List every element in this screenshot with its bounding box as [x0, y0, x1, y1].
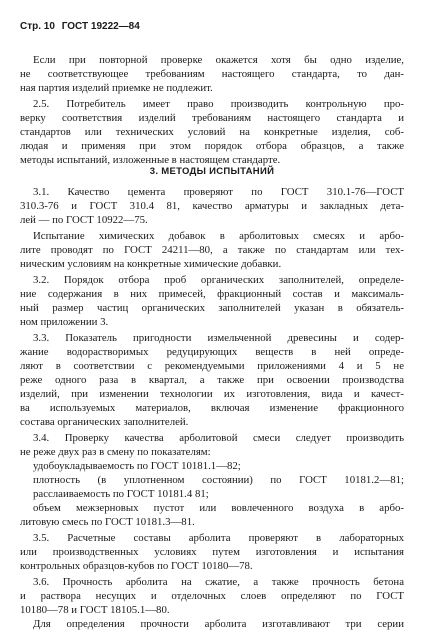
text-line: и раствора несущих и отделочных слоев определяют по ГОСТ — [20, 590, 404, 602]
section-heading: 3. МЕТОДЫ ИСПЫТАНИЙ — [149, 166, 275, 177]
text-line: 3.4. Проверку качества арболитовой смеси следует производить — [33, 432, 404, 444]
text-line: литовую смесь по ГОСТ 10181.3—81. — [20, 516, 195, 528]
text-line: изделий, при изменении технологии их изготовления, вида и качест- — [20, 388, 404, 400]
text-line: ние содержания в них примесей, фракционный состав и максималь- — [20, 288, 404, 300]
text-line: 3.6. Прочность арболита на сжатие, а также прочность бетона — [33, 576, 404, 588]
text-line: лей — по ГОСТ 10922—75. — [20, 214, 148, 226]
text-line: верку соответствия изделий требованиям настоящего стандарта и — [20, 112, 404, 124]
text-line: объем межзерновых пустот или вовлеченного воздуха в арбо- — [33, 502, 404, 514]
text-line: 10180—78 и ГОСТ 18105.1—80. — [20, 604, 170, 616]
text-line: удобоукладываемость по ГОСТ 10181.1—82; — [33, 460, 241, 472]
standard-number: ГОСТ 19222—84 — [61, 21, 140, 32]
text-line: плотность (в уплотненном состоянии) по ГОСТ 10181.2—81; — [33, 474, 404, 486]
page-number: Стр. 10 — [20, 21, 55, 32]
text-line: ном приложении 3. — [20, 316, 109, 328]
text-line: не соответствующее требованиям настоящего стандарта, то дан- — [20, 68, 404, 80]
text-line: людая и применяя при этом порядок отбора образцов, а также — [20, 140, 404, 152]
text-line: жание водорастворимых редуцирующих веществ в ней опреде- — [20, 346, 404, 358]
text-line: контрольных образцов-кубов по ГОСТ 10180—78. — [20, 560, 253, 572]
text-line: реже одного раза в квартал, а также при освоении производства — [20, 374, 404, 386]
text-line: Испытание химических добавок в арболитовых смесях и арбо- — [33, 230, 404, 242]
text-line: Для определения прочности арболита изготавливают три серии — [33, 618, 404, 630]
text-line: ный размер частиц органических заполнителей указан в обязатель- — [20, 302, 404, 314]
text-line: 310.3-76 и ГОСТ 310.4 81, качество арматуры и закладных дета- — [20, 200, 404, 212]
text-line: 3.3. Показатель пригодности измельченной древесины и содер- — [33, 332, 404, 344]
text-line: не реже двух раз в смену по показателям: — [20, 446, 211, 458]
text-line: ляют в соответствии с рекомендуемыми приложениями 4 и 5 не — [20, 360, 404, 372]
text-line: 3.1. Качество цемента проверяют по ГОСТ 310.1-76—ГОСТ — [33, 186, 404, 198]
text-line: Если при повторной проверке окажется хотя бы одно изделие, — [33, 54, 404, 66]
text-line: расслаиваемость по ГОСТ 10181.4 81; — [33, 488, 209, 500]
text-line: 3.2. Порядок отбора проб органических заполнителей, определе- — [33, 274, 404, 286]
text-line: ва используемых материалов, включая изменение фракционного — [20, 402, 404, 414]
text-line: ническим условиям на конкретные химические добавки. — [20, 258, 282, 270]
text-line: лите проводят по ГОСТ 24211—80, а также по стандартам или тех- — [20, 244, 404, 256]
text-line: ная партия изделий приемке не подлежит. — [20, 82, 213, 94]
text-line: состава органических заполнителей. — [20, 416, 189, 428]
text-line: методы испытаний, изложенные в настоящем стандарте. — [20, 154, 281, 166]
text-line: 2.5. Потребитель имеет право производить контрольную про- — [33, 98, 404, 110]
text-line: 3.5. Расчетные составы арболита проверяют в лабораторных — [33, 532, 404, 544]
text-line: или производственных условиях путем изготовления и испытания — [20, 546, 404, 558]
page-header — [20, 21, 144, 32]
text-line: стандартов или технических условий на конкретные изделия, соб- — [20, 126, 404, 138]
